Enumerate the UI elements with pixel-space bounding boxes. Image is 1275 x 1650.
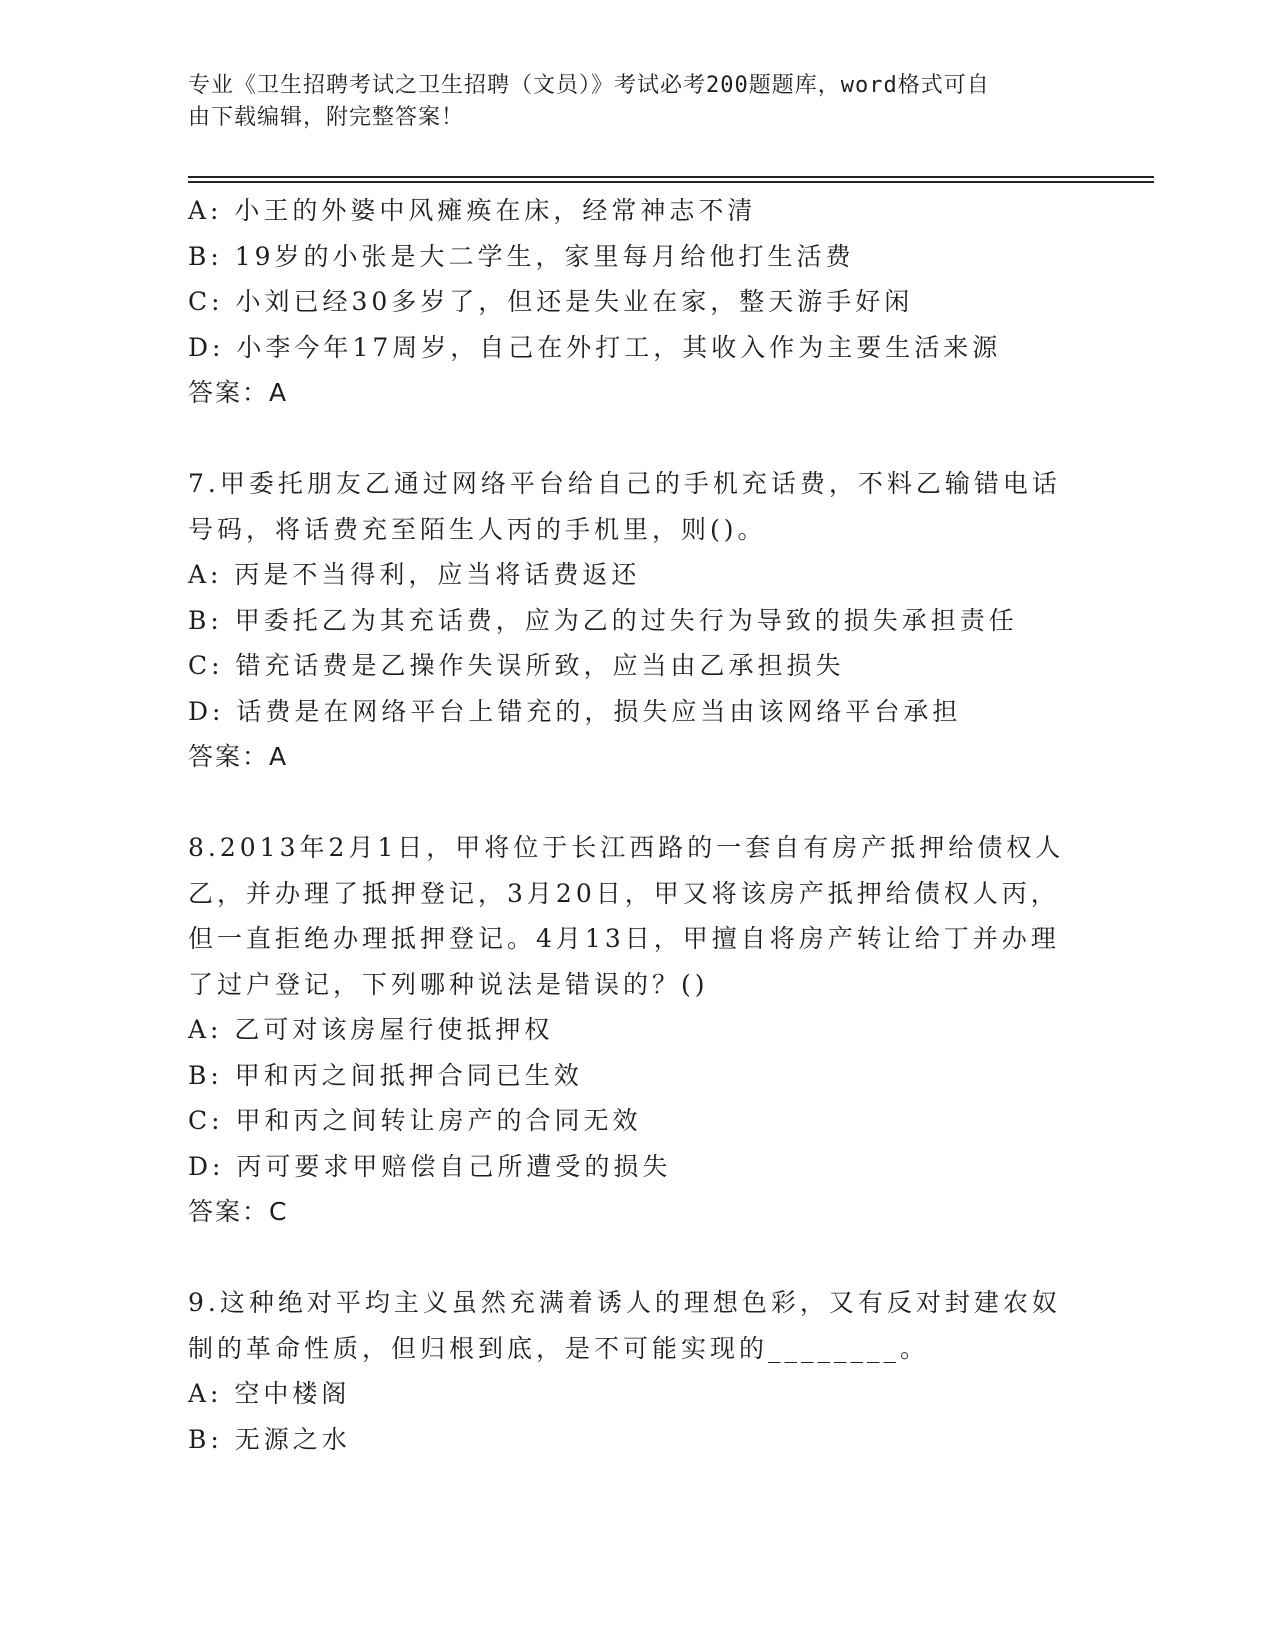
option-d: D: 小李今年17周岁，自己在外打工，其收入作为主要生活来源 xyxy=(188,332,1002,362)
question-stem-line: 但一直拒绝办理抵押登记。4月13日，甲擅自将房产转让给丁并办理 xyxy=(188,924,1060,953)
answer: 答案：A xyxy=(188,742,289,771)
header-line-1: 专业《卫生招聘考试之卫生招聘（文员）》考试必考200题题库，word格式可自 xyxy=(188,73,990,98)
answer: 答案：A xyxy=(188,378,289,407)
option-a: A: 丙是不当得利，应当将话费返还 xyxy=(188,560,641,589)
option-c: C: 错充话费是乙操作失误所致，应当由乙承担损失 xyxy=(188,651,845,680)
option-b: B: 甲和丙之间抵押合同已生效 xyxy=(188,1060,583,1090)
header-line-2: 由下载编辑，附完整答案！ xyxy=(188,105,465,130)
answer: 答案：C xyxy=(188,1197,289,1226)
spacer xyxy=(188,780,1088,826)
option-c: C: 甲和丙之间转让房产的合同无效 xyxy=(188,1106,642,1135)
question-stem-line: 9.这种绝对平均主义虽然充满着诱人的理想色彩，又有反对封建农奴 xyxy=(188,1288,1061,1317)
option-c: C: 小刘已经30多岁了，但还是失业在家，整天游手好闲 xyxy=(188,287,914,316)
spacer xyxy=(188,1235,1088,1281)
question-stem-line: 了过户登记，下列哪种说法是错误的？() xyxy=(188,969,709,999)
question-stem-line: 号码，将话费充至陌生人丙的手机里，则()。 xyxy=(188,514,767,544)
option-a: A: 小王的外婆中风瘫痪在床，经常神志不清 xyxy=(188,196,757,225)
question-stem-line: 8.2013年2月1日，甲将位于长江西路的一套自有房产抵押给债权人 xyxy=(188,833,1065,862)
question-6 xyxy=(188,188,1088,416)
header-rule-top xyxy=(188,176,1154,178)
question-7 xyxy=(188,461,1088,780)
question-stem-line: 制的革命性质，但归根到底，是不可能实现的________。 xyxy=(188,1333,930,1363)
document-header xyxy=(188,70,1068,134)
option-b: B: 19岁的小张是大二学生，家里每月给他打生活费 xyxy=(188,241,855,271)
question-stem-line: 乙，并办理了抵押登记，3月20日，甲又将该房产抵押给债权人丙， xyxy=(188,878,1060,908)
question-content xyxy=(188,188,1088,1462)
question-8 xyxy=(188,825,1088,1235)
question-stem-line: 7.甲委托朋友乙通过网络平台给自己的手机充话费，不料乙输错电话 xyxy=(188,469,1061,498)
question-9 xyxy=(188,1280,1088,1462)
option-b: B: 甲委托乙为其充话费，应为乙的过失行为导致的损失承担责任 xyxy=(188,605,1018,635)
header-rule-bottom xyxy=(188,181,1154,183)
option-d: D: 丙可要求甲赔偿自己所遭受的损失 xyxy=(188,1151,672,1181)
spacer xyxy=(188,416,1088,462)
option-d: D: 话费是在网络平台上错充的，损失应当由该网络平台承担 xyxy=(188,696,962,726)
option-a: A: 乙可对该房屋行使抵押权 xyxy=(188,1015,554,1044)
option-a: A: 空中楼阁 xyxy=(188,1379,351,1408)
option-b: B: 无源之水 xyxy=(188,1424,351,1454)
